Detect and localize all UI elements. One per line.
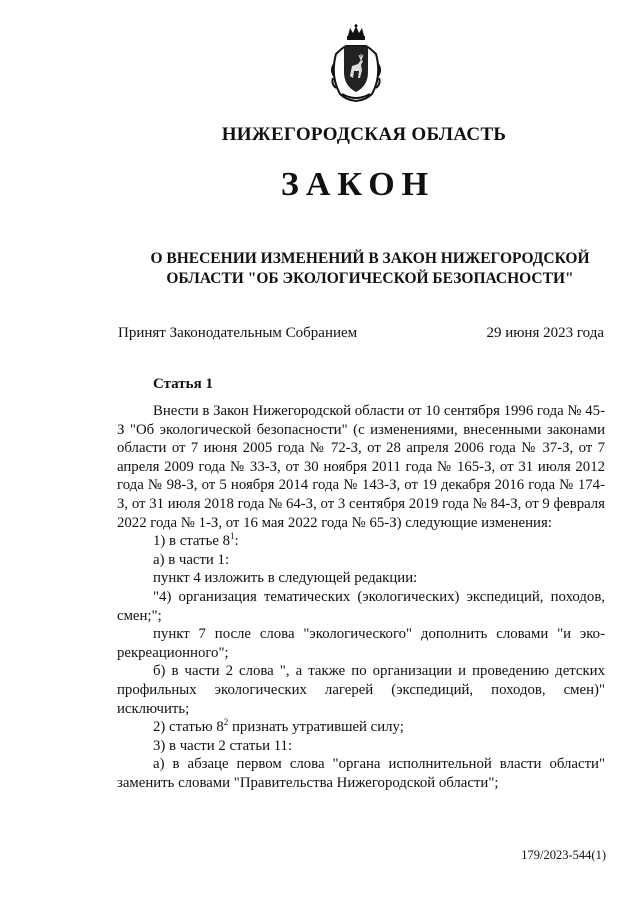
item-1-text: 1) в статье 8 (153, 533, 230, 550)
item-2-suffix: признать утратившей силу; (228, 719, 404, 736)
item-1a-point-4: пункт 4 изложить в следующей редакции: (153, 570, 418, 587)
item-1a-quote: "4) организация тематических (экологических) экспедиций, походов, смен;"; (117, 588, 605, 624)
item-1-superscript: 1 (230, 531, 235, 542)
item-2-superscript: 2 (223, 717, 229, 728)
item-2-text: 2) статью 8 (153, 719, 224, 736)
item-3a: а) в абзаце первом слова "органа исполнительной власти области" заменить словами "Правительства Нижегородской области"; (117, 756, 605, 791)
article-heading: Статья 1 (153, 376, 213, 392)
item-1b: б) в части 2 слова ", а также по организации и проведению детских профильных экологических лагерей (экспедиций, походов, смен)" исключить; (117, 663, 605, 717)
adoption-date: 29 июня 2023 года (486, 325, 604, 341)
document-number: 179/2023-544(1) (521, 848, 606, 862)
item-1a-point-7: пункт 7 после слова "экологического" дополнить словами "и эко-рекреационного"; (117, 626, 605, 661)
article-body (117, 402, 605, 792)
item-1a: а) в части 1: (153, 551, 230, 568)
adoption-row (118, 325, 604, 342)
adopted-by: Принят Законодательным Собранием (118, 325, 358, 341)
item-1 (117, 532, 605, 551)
subject-line-1: О ВНЕСЕНИИ ИЗМЕНЕНИЙ В ЗАКОН НИЖЕГОРОДСКОЙ (150, 250, 590, 267)
subject-line-2: ОБЛАСТИ "ОБ ЭКОЛОГИЧЕСКОЙ БЕЗОПАСНОСТИ" (166, 270, 574, 287)
coat-of-arms-icon (328, 24, 384, 102)
region-title: НИЖЕГОРОДСКАЯ ОБЛАСТЬ (221, 124, 507, 145)
law-title: ЗАКОН (280, 166, 436, 203)
article-intro: Внести в Закон Нижегородской области от 10 сентября 1996 года № 45-З "Об экологической безопасности" (с изменениями, внесенными законами области от 7 июня 2005 года № 72-З, от 28 апреля 2006 года № 37-З, от 7 апреля 2009 года № 33-З, от 30 ноября 2011 года № 165-З, от 31 июля 2012 года № 98-З, от 5 ноября 2014 года № 143-З, от 19 декабря 2016 года № 174-З, от 31 июля 2018 года № 64-З, от 3 сентября 2019 года № 84-З, от 9 февраля 2022 года № 1-З, от 16 мая 2022 года № 65-З) следующие изменения: (117, 403, 605, 531)
item-2 (117, 718, 605, 737)
law-subject (110, 249, 630, 289)
item-3: 3) в части 2 статьи 11: (153, 737, 293, 754)
item-1-suffix: : (234, 533, 239, 550)
